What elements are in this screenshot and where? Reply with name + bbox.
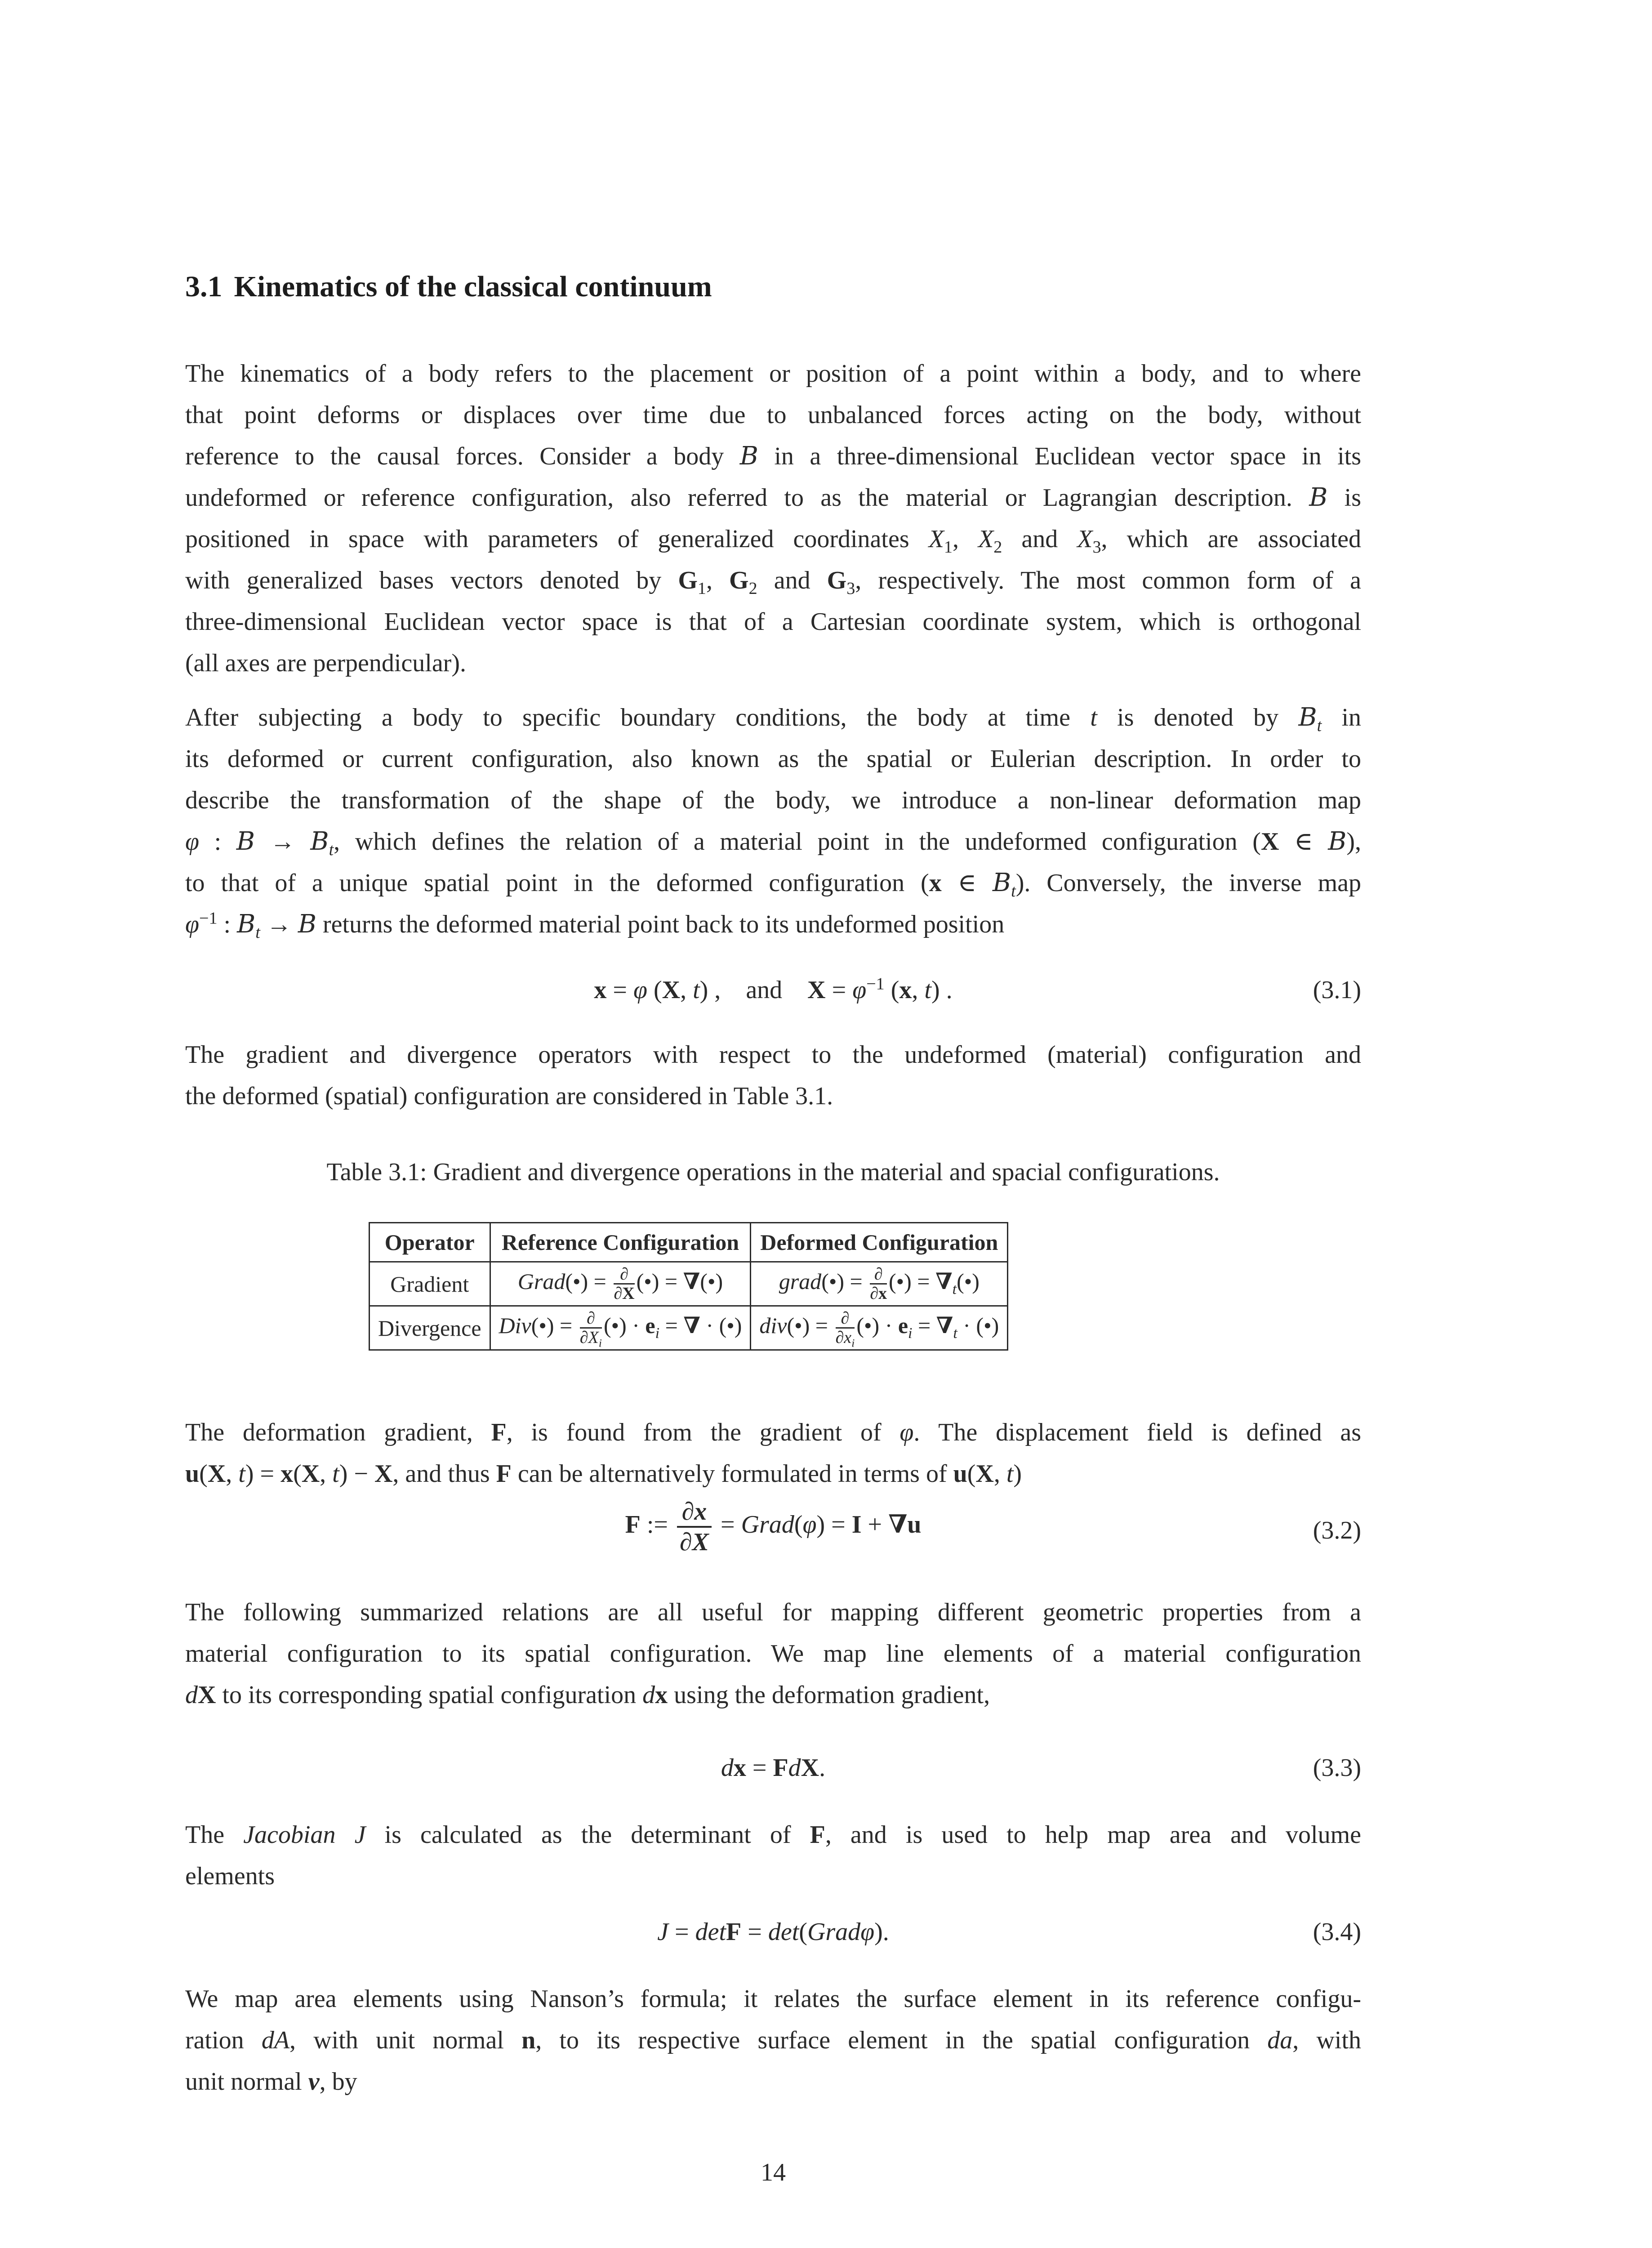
table-row xyxy=(370,1262,1008,1306)
equation-3-1: x = φ (X, t) , and $X = \varphi^{-1}$ (x, t) . (3.1) xyxy=(594,974,1361,1004)
table-header: Deformed Configuration xyxy=(751,1223,1008,1262)
table-header-row xyxy=(370,1223,1008,1262)
paragraph-deformation-map: After subjecting a body to specific boundary conditions, the body at time t is denoted by $B_t$ in its deformed or current configuration, also known as the spatial or Eulerian description. In order to describe the transformation of the shape of the body, we introduce a non-linear deformation map φ : $B \to B_t$, which defines the relation of a material point in the undeformed configuration (X ∈ B), to that of a unique spatial point in the deformed configuration (x ∈ $B_t$). Conversely, the inverse map $\varphi^{-1}$ : $B_t \to B$ returns the deformed material point back to its undeformed position xyxy=(185,703,1362,942)
page-number: 14 xyxy=(761,2159,786,2186)
paragraph-jacobian: The Jacobian J is calculated as the determinant of F, and is used to help map area and volume elements xyxy=(185,1821,1362,1890)
table-header: Reference Configuration xyxy=(490,1223,751,1262)
equation-3-3: dx = FdX. (3.3) xyxy=(721,1754,1361,1782)
table-caption: Table 3.1: Gradient and divergence operations in the material and spacial configurations. xyxy=(326,1158,1220,1186)
section-heading xyxy=(185,270,1361,304)
section-title: Kinematics of the classical continuum xyxy=(234,270,712,303)
row-label: Divergence xyxy=(370,1306,490,1350)
equation-number: (3.2) xyxy=(1313,1517,1361,1544)
equation-3-2: F := $\frac{\partial x}{\partial X}$ = Grad(φ) = I + ∇u (3.2) xyxy=(625,1498,1361,1556)
paragraph-mapping-relations: The following summarized relations are all useful for mapping different geometric properties from a material configuration to its spatial configuration. We map line elements of a material configuration dX to its corresponding spatial configuration dx using the deformation gradient, xyxy=(185,1598,1361,1709)
equation-number: (3.1) xyxy=(1313,976,1361,1004)
formula-cell: div(•) = ∂ $\partial x_i$ (•) · $e_i = \nabla_t$ · (•) xyxy=(751,1306,1008,1350)
section-number: 3.1 xyxy=(185,270,223,303)
operators-table xyxy=(369,1222,1008,1351)
equation-3-4: J = detF = det(Gradφ). (3.4) xyxy=(657,1918,1361,1946)
paragraph-kinematics: The kinematics of a body refers to the placement or position of a point within a body, and to where that point deforms or displaces over time due to unbalanced forces acting on the body, without reference to the causal forces. Consider a body B in a three-dimensional Euclidean vector space in its undeformed or reference configuration, also referred to as the material or Lagrangian description. B is positioned in space with parameters of generalized coordinates $X_1$, $X_2$ and $X_3$, which are associated with generalized bases vectors denoted by $G_1$, $G_2$ and $G_3$, respectively. The most common form of a three-dimensional Euclidean vector space is that of a Cartesian coordinate system, which is orthogonal (all axes are perpendicular). xyxy=(185,360,1362,677)
equation-number: (3.3) xyxy=(1313,1754,1361,1782)
formula-cell: Grad(•) = ∂ ∂X (•) = ∇(•) xyxy=(490,1262,751,1306)
table-row xyxy=(370,1306,1008,1350)
equation-number: (3.4) xyxy=(1313,1918,1361,1946)
table-header: Operator xyxy=(370,1223,490,1262)
paragraph-deformation-gradient: The deformation gradient, F, is found from the gradient of φ. The displacement field is defined as u(X, t) = x(X, t) − X, and thus F can be alternatively formulated in terms of u(X, t) xyxy=(185,1418,1361,1488)
formula-cell: grad(•) = ∂ ∂x (•) = $\nabla_t(•)$ xyxy=(751,1262,1008,1306)
paragraph-operators-intro: The gradient and divergence operators with respect to the undeformed (material) configuration and the deformed (spatial) configuration are considered in Table 3.1. xyxy=(185,1041,1361,1110)
row-label: Gradient xyxy=(370,1262,490,1306)
formula-cell: Div(•) = ∂ $\partial X_i$ (•) · $e_i$ = ∇ · (•) xyxy=(490,1306,751,1350)
paragraph-nanson: We map area elements using Nanson’s formula; it relates the surface element in its reference configu- ration dA, with unit normal n, to its respective surface element in the spatial configuration da, with unit normal ν, by xyxy=(185,1985,1362,2096)
